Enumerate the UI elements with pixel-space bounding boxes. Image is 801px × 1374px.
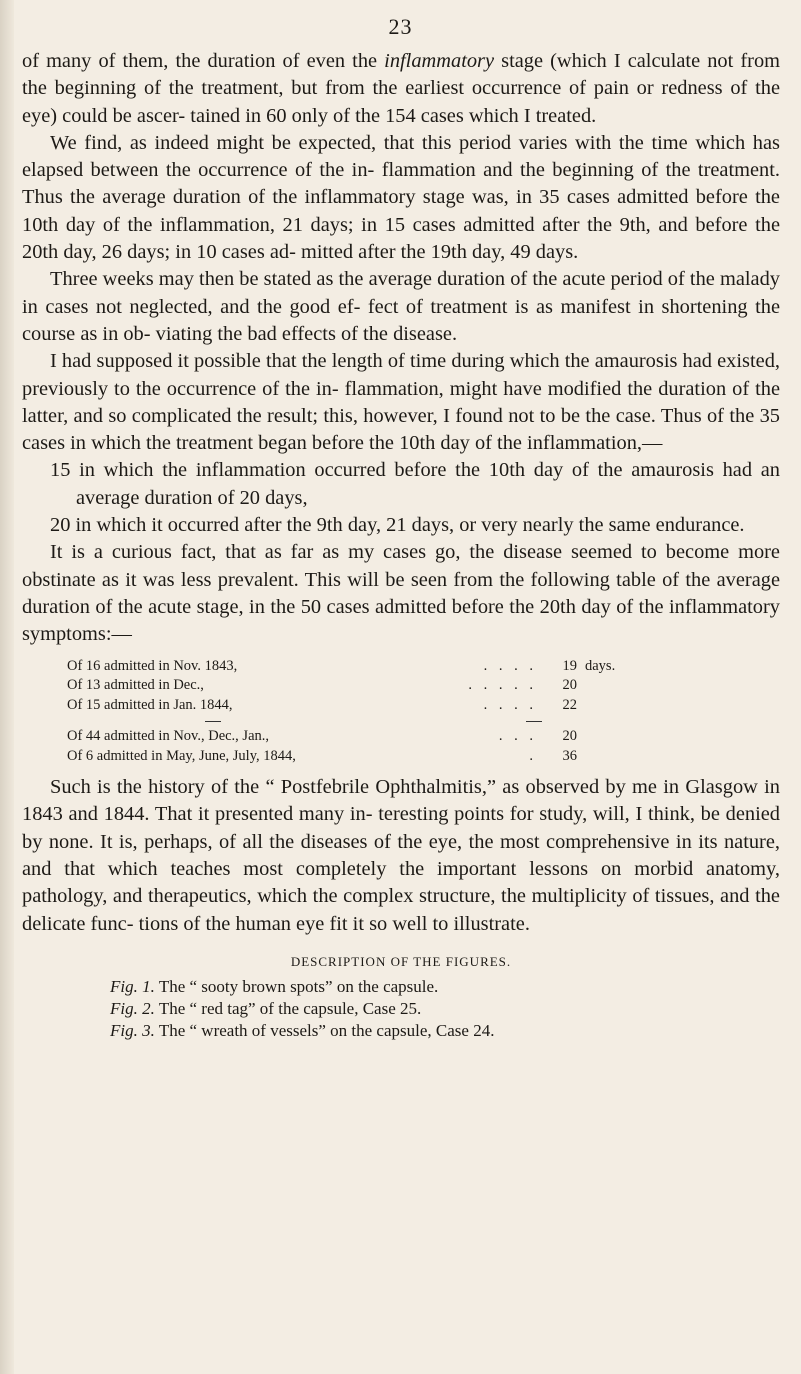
table-rule-right bbox=[526, 721, 542, 722]
paragraph-1-start: of many of them, the duration of even the bbox=[22, 50, 385, 72]
figure-label: Fig. 2. bbox=[110, 998, 155, 1018]
table-row-label: Of 13 admitted in Dec., bbox=[67, 677, 204, 694]
table-row bbox=[22, 747, 780, 767]
page-gutter-shadow bbox=[0, 0, 14, 1374]
page-number: 23 bbox=[388, 14, 413, 39]
paragraph-1-end: stage (which I calculate not from the beginning of the treatment, but from the earliest occurrence of pain or redness of the eye) could be ascer- tained in 60 only of the 154 cases which I treated. bbox=[22, 50, 780, 127]
paragraph-5-list-item: 15 in which the inflammation occurred before the 10th day of the amaurosis had an average duration of 20 days, bbox=[50, 459, 780, 509]
figure-description: The “ sooty brown spots” on the capsule. bbox=[158, 976, 439, 996]
paragraph-3: Three weeks may then be stated as the average duration of the acute period of the malady in cases not neglected, and the good ef- fect of treatment is as manifest in shortening the course as in ob- viating the bad effects of the disease. bbox=[22, 268, 780, 345]
table-row-leader: . . . . bbox=[483, 696, 537, 713]
table-row-unit: days. bbox=[585, 657, 616, 674]
table-row bbox=[22, 727, 780, 747]
figure-description: The “ wreath of vessels” on the capsule, Case 24. bbox=[158, 1020, 495, 1040]
table-row-label: Of 16 admitted in Nov. 1843, bbox=[67, 657, 238, 674]
table-row-value: 19 bbox=[562, 657, 577, 674]
table-row-leader: . . . . bbox=[483, 657, 537, 674]
table-row-value: 20 bbox=[562, 677, 577, 694]
duration-table bbox=[22, 657, 780, 767]
figure-description: The “ red tag” of the capsule, Case 25. bbox=[158, 998, 422, 1018]
figure-caption-3 bbox=[22, 1020, 780, 1042]
table-row-leader: . . . bbox=[498, 728, 537, 745]
paragraph-7: It is a curious fact, that as far as my cases go, the disease seemed to become more obstinate as it was less prevalent. This will be seen from the following table of the average duration of the acute stage, in the 50 cases admitted before the 20th day of the inflammatory symptoms:— bbox=[22, 541, 780, 646]
table-row bbox=[22, 696, 780, 716]
figures-heading: DESCRIPTION OF THE FIGURES. bbox=[290, 953, 512, 969]
paragraph-8: Such is the history of the “ Postfebrile Ophthalmitis,” as observed by me in Glasgow in 1843 and 1844. That it presented many in- teresting points for study, will, I think, be denied by none. It is, perhaps, of all the diseases of the eye, the most comprehensive in its nature, and that which teaches most completely the important lessons on morbid anatomy, pathology, and therapeutics, which the complex structure, the multiplicity of tissues, and the delicate func- tions of the human eye fit it so well to illustrate. bbox=[22, 776, 780, 935]
table-row-leader: . bbox=[529, 747, 537, 764]
figure-label: Fig. 1. bbox=[110, 976, 155, 996]
paragraph-1 bbox=[22, 48, 780, 130]
paragraph-6-list-item: 20 in which it occurred after the 9th day, 21 days, or very nearly the same endurance. bbox=[50, 514, 745, 537]
table-row-value: 20 bbox=[562, 728, 577, 745]
paragraph-2: We find, as indeed might be expected, that this period varies with the time which has elapsed between the occurrence of the in- flammation and the beginning of the treatment. Thus the average duration of the inflammatory stage was, in 35 cases admitted before the 10th day of the inflammation, 21 days; in 15 cases admitted after the 9th, and before the 20th day, 26 days; in 10 cases ad- mitted after the 19th day, 49 days. bbox=[22, 131, 780, 264]
table-row bbox=[22, 657, 780, 677]
paragraph-4: I had supposed it possible that the length of time during which the amaurosis had existed, previously to the occurrence of the in- flammation, might have modified the duration of the latter, and so complicated the result; this, however, I found not to be the case. Thus of the 35 cases in which the treatment began before the 10th day of the inflammation,— bbox=[22, 350, 780, 455]
table-separator bbox=[22, 715, 780, 727]
table-row bbox=[22, 676, 780, 696]
table-row-label: Of 44 admitted in Nov., Dec., Jan., bbox=[67, 728, 270, 745]
table-row-value: 22 bbox=[562, 696, 577, 713]
figure-label: Fig. 3. bbox=[110, 1020, 155, 1040]
table-row-value: 36 bbox=[562, 747, 577, 764]
table-row-label: Of 6 admitted in May, June, July, 1844, bbox=[67, 747, 296, 764]
figure-caption-1 bbox=[22, 976, 780, 998]
table-row-leader: . . . . . bbox=[468, 677, 537, 694]
figure-caption-2 bbox=[22, 998, 780, 1020]
table-rule-left bbox=[205, 721, 221, 722]
emphasis-inflammatory: inflammatory bbox=[384, 50, 495, 72]
body-text bbox=[22, 48, 780, 1042]
table-row-label: Of 15 admitted in Jan. 1844, bbox=[67, 696, 233, 713]
